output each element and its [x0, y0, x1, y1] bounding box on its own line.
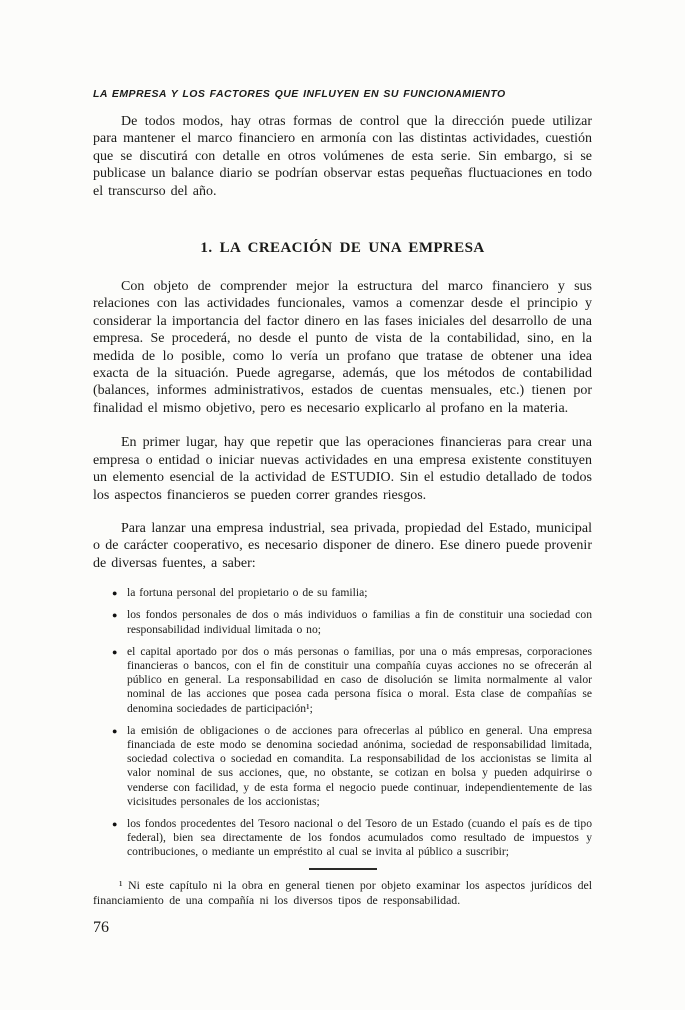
list-item-text: los fondos procedentes del Tesoro nacional o del Tesoro de un Estado (cuando el país es de tipo federal), bien sea directamente de los fondos acumulados como resultado de impuestos y contribuciones, o mediante un empréstito al cual se invita al público a suscribir; — [127, 816, 592, 859]
list-item-text: los fondos personales de dos o más individuos o familias a fin de constituir una sociedad con responsabilidad individual limitada o no; — [127, 608, 592, 636]
list-item — [93, 817, 592, 860]
list-item — [93, 645, 592, 716]
list-item — [93, 586, 592, 600]
running-head: LA EMPRESA Y LOS FACTORES QUE INFLUYEN EN SU FUNCIONAMIENTO — [93, 88, 506, 100]
paragraph-creation-2: En primer lugar, hay que repetir que las operaciones financieras para crear una empresa o entidad o iniciar nuevas actividades en una empresa existente constituyen un elemento esencial de la actividad de ESTUDIO. Sin el estudio detallado de todos los aspectos financieros se pueden correr grandes riesgos. — [93, 435, 592, 503]
bullet-icon: ● — [112, 610, 118, 621]
paragraph-creation-1: Con objeto de comprender mejor la estructura del marco financiero y sus relaciones con las actividades funcionales, vamos a comenzar desde el principio y considerar la importancia del factor dinero en las fases iniciales del desarrollo de una empresa. Se procederá, no desde el punto de vista de la contabilidad, sino, en la medida de lo posible, como lo vería un profano que tratase de obtener una idea exacta de la situación. Puede agregarse, además, que los métodos de contabilidad (balances, informes administrativos, estados de cuentas mensuales, etc.) tienen por finalidad el mismo objetivo, pero es necesario explicarlo al profano en la materia. — [93, 279, 592, 416]
footnote: ¹ Ni este capítulo ni la obra en general tienen por objeto examinar los aspectos jurídicos del financiamiento de una compañía ni los diversos tipos de responsabilidad. — [93, 877, 592, 908]
bullet-icon: ● — [112, 588, 118, 599]
bullet-icon: ● — [112, 646, 118, 657]
list-item-text: la fortuna personal del propietario o de su familia; — [127, 586, 368, 600]
section-heading: 1. LA CREACIÓN DE UNA EMPRESA — [200, 240, 485, 257]
page-content — [93, 0, 592, 937]
paragraph-intro: De todos modos, hay otras formas de control que la dirección puede utilizar para mantener el marco financiero en armonía con las distintas actividades, cuestión que se discutirá con detalle en otros volúmenes de esta serie. Sin embargo, si se publicase un balance diario se podrían observar estas pequeñas fluctuaciones en todo el transcurso del año. — [93, 114, 592, 199]
page-number: 76 — [93, 918, 109, 936]
list-item-text: la emisión de obligaciones o de acciones para ofrecerlas al público en general. Una empresa financiada de este modo se denomina sociedad anónima, sociedad de responsabilidad limitada, sociedad colectiva o sociedad en comandita. La responsabilidad de los accionistas se limita al valor nominal de sus acciones, que, no obstante, se cotizan en bolsa y pueden adquirirse o venderse con facilidad, y de esta forma el negocio puede continuar, independientemente de las vicisitudes personales de los accionistas; — [127, 723, 592, 808]
list-item — [93, 724, 592, 809]
bullet-icon: ● — [112, 818, 118, 829]
paragraph-creation-3: Para lanzar una empresa industrial, sea privada, propiedad del Estado, municipal o de carácter cooperativo, es necesario disponer de dinero. Ese dinero puede provenir de diversas fuentes, a saber: — [93, 520, 592, 571]
footnote-separator — [309, 868, 377, 870]
list-item — [93, 608, 592, 636]
funding-sources-list — [93, 586, 592, 859]
list-item-text: el capital aportado por dos o más personas o familias, por una o más empresas, corporaciones financieras o bancos, con el fin de constituir una compañía cuyas acciones no se ofrecerán al público en general. La responsabilidad en caso de disolución se limita normalmente al valor nominal de las acciones que posea cada persona física o moral. Esta clase de compañías se denomina sociedades de participación¹; — [127, 644, 592, 715]
bullet-icon: ● — [112, 725, 118, 736]
